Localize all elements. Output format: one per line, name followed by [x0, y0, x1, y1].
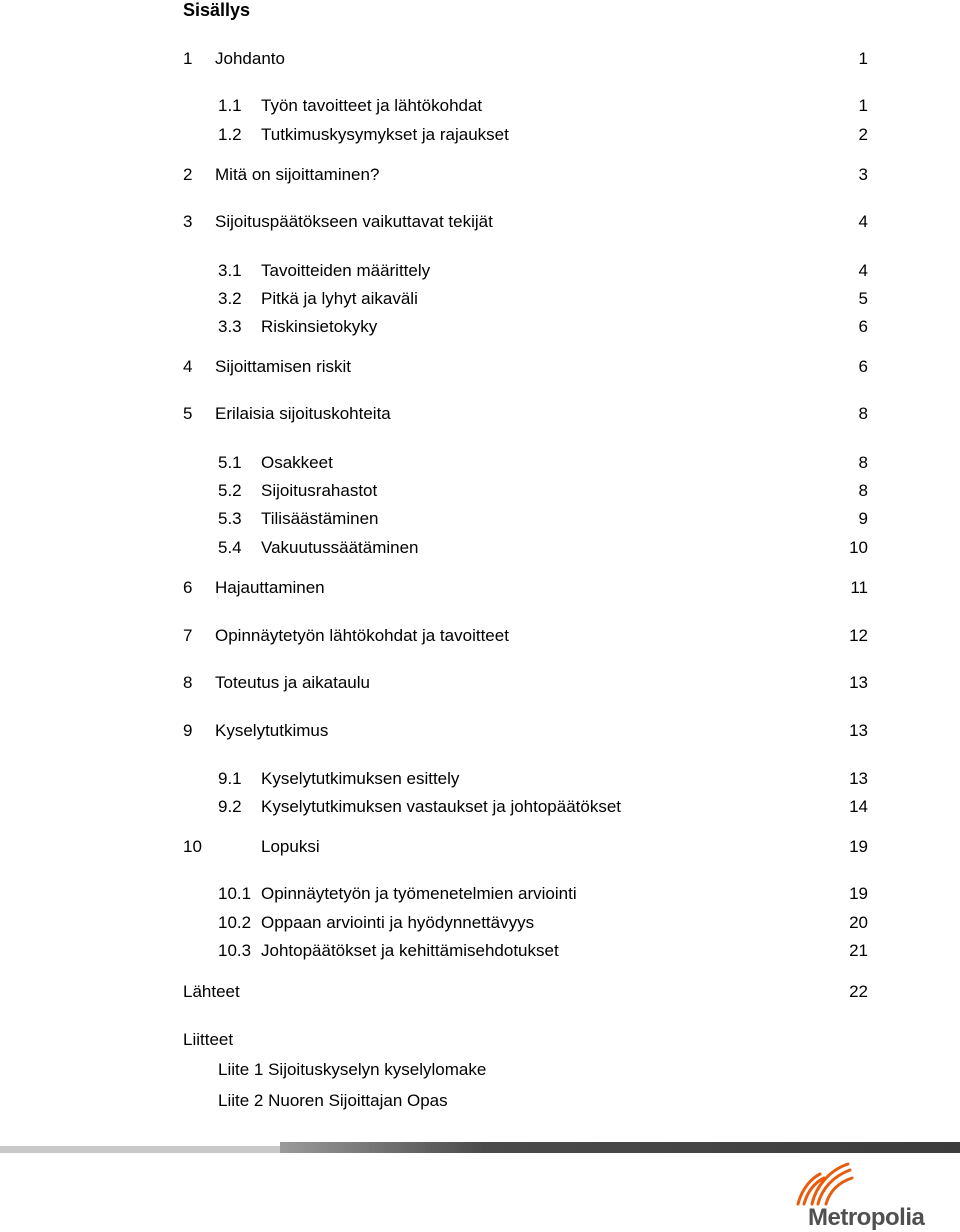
toc-entry-page: 19 — [849, 884, 868, 903]
toc-entry-number: 5 — [183, 404, 193, 423]
toc-entry-title: Kyselytutkimuksen esittely — [261, 769, 460, 788]
toc-entry-title: Lopuksi — [261, 837, 320, 856]
toc-entry-page: 2 — [858, 125, 868, 144]
toc-entry-number: 6 — [183, 578, 193, 597]
toc-entry-title: Mitä on sijoittaminen? — [215, 165, 380, 184]
toc-entry-number: 10.3 — [218, 941, 252, 960]
appendix-item: Liite 1 Sijoituskyselyn kyselylomake — [218, 1060, 487, 1079]
references-label: Lähteet — [183, 982, 240, 1001]
toc-entry-number: 3.1 — [218, 261, 242, 280]
toc-entry-title: Erilaisia sijoituskohteita — [215, 404, 391, 423]
toc-entry-number: 3.2 — [218, 289, 242, 308]
toc-entry-title: Oppaan arviointi ja hyödynnettävyys — [261, 913, 535, 932]
toc-entry-number: 5.4 — [218, 538, 242, 557]
toc-entry-title: Toteutus ja aikataulu — [215, 673, 370, 692]
appendix-item: Liite 2 Nuoren Sijoittajan Opas — [218, 1091, 448, 1110]
toc-entry-number: 4 — [183, 357, 193, 376]
toc-entry-page: 13 — [849, 673, 868, 692]
toc-entry-number: 9.2 — [218, 797, 242, 816]
toc-entry-number: 3.3 — [218, 317, 242, 336]
toc-entry-page: 19 — [849, 837, 868, 856]
toc-entry-page: 4 — [858, 212, 868, 231]
toc-entry-number: 9 — [183, 721, 193, 740]
toc-entry-page: 14 — [849, 797, 868, 816]
toc-entry-title: Hajauttaminen — [215, 578, 325, 597]
toc-entry-page: 3 — [858, 165, 868, 184]
toc-entry-page: 9 — [858, 509, 868, 528]
toc-entry-page: 12 — [849, 626, 868, 645]
toc-entry-title: Opinnäytetyön lähtökohdat ja tavoitteet — [215, 626, 509, 645]
toc-entry-number: 5.1 — [218, 453, 242, 472]
toc-entry-title: Osakkeet — [261, 453, 333, 472]
toc-entry-title: Työn tavoitteet ja lähtökohdat — [261, 96, 483, 115]
toc-entry-page: 20 — [849, 913, 868, 932]
toc-entry-number: 8 — [183, 673, 193, 692]
toc-entry-number: 5.3 — [218, 509, 242, 528]
toc-entry-number: 9.1 — [218, 769, 242, 788]
toc-entry-title: Opinnäytetyön ja työmenetelmien arviointi — [261, 884, 577, 903]
toc-entry-number: 7 — [183, 626, 193, 645]
toc-entry-title: Sijoitusrahastot — [261, 481, 378, 500]
toc-entry-page: 21 — [849, 941, 868, 960]
toc-entry-number: 1.2 — [218, 125, 242, 144]
toc-entry-page: 8 — [858, 453, 868, 472]
toc-entry-page: 13 — [849, 769, 868, 788]
toc-entry-title: Kyselytutkimus — [215, 721, 329, 740]
toc-entry-title: Vakuutussäätäminen — [261, 538, 419, 557]
toc-entry-title: Johdanto — [215, 49, 285, 68]
toc-entry-page: 11 — [850, 578, 868, 597]
page-title: Sisällys — [183, 0, 251, 20]
references-page: 22 — [849, 982, 868, 1001]
toc-entry-page: 1 — [858, 49, 868, 68]
toc-entry-page: 10 — [849, 538, 868, 557]
toc-entry-page: 6 — [858, 317, 868, 336]
toc-entry-page: 1 — [858, 96, 868, 115]
toc-entry-number: 1 — [183, 49, 193, 68]
toc-entry-page: 5 — [858, 289, 868, 308]
toc-entry-title: Tavoitteiden määrittely — [261, 261, 431, 280]
toc-entry-page: 6 — [858, 357, 868, 376]
toc-entry-page: 8 — [858, 481, 868, 500]
toc-entry-title: Sijoittamisen riskit — [215, 357, 352, 376]
appendices-label: Liitteet — [183, 1030, 234, 1049]
toc-entry-page: 13 — [849, 721, 868, 740]
toc-entry-number: 10 — [183, 837, 202, 856]
toc-entry-number: 10.1 — [218, 884, 252, 903]
toc-entry-title: Pitkä ja lyhyt aikaväli — [261, 289, 418, 308]
toc-entry-title: Johtopäätökset ja kehittämisehdotukset — [261, 941, 559, 960]
toc-entry-number: 3 — [183, 212, 193, 231]
toc-entry-number: 5.2 — [218, 481, 242, 500]
logo-wordmark: Metropolia — [808, 1204, 925, 1231]
toc-entry-number: 2 — [183, 165, 193, 184]
footer-band — [0, 1142, 960, 1154]
toc-entry-number: 1.1 — [218, 96, 242, 115]
toc-entry-title: Tilisäästäminen — [261, 509, 379, 528]
toc-entry-title: Tutkimuskysymykset ja rajaukset — [261, 125, 509, 144]
toc-entry-title: Sijoituspäätökseen vaikuttavat tekijät — [215, 212, 493, 231]
toc-entry-page: 4 — [858, 261, 868, 280]
toc-entry-title: Kyselytutkimuksen vastaukset ja johtopäätökset — [261, 797, 622, 816]
toc-entry-title: Riskinsietokyky — [261, 317, 378, 336]
toc-entry-number: 10.2 — [218, 913, 252, 932]
toc-entry-page: 8 — [858, 404, 868, 423]
